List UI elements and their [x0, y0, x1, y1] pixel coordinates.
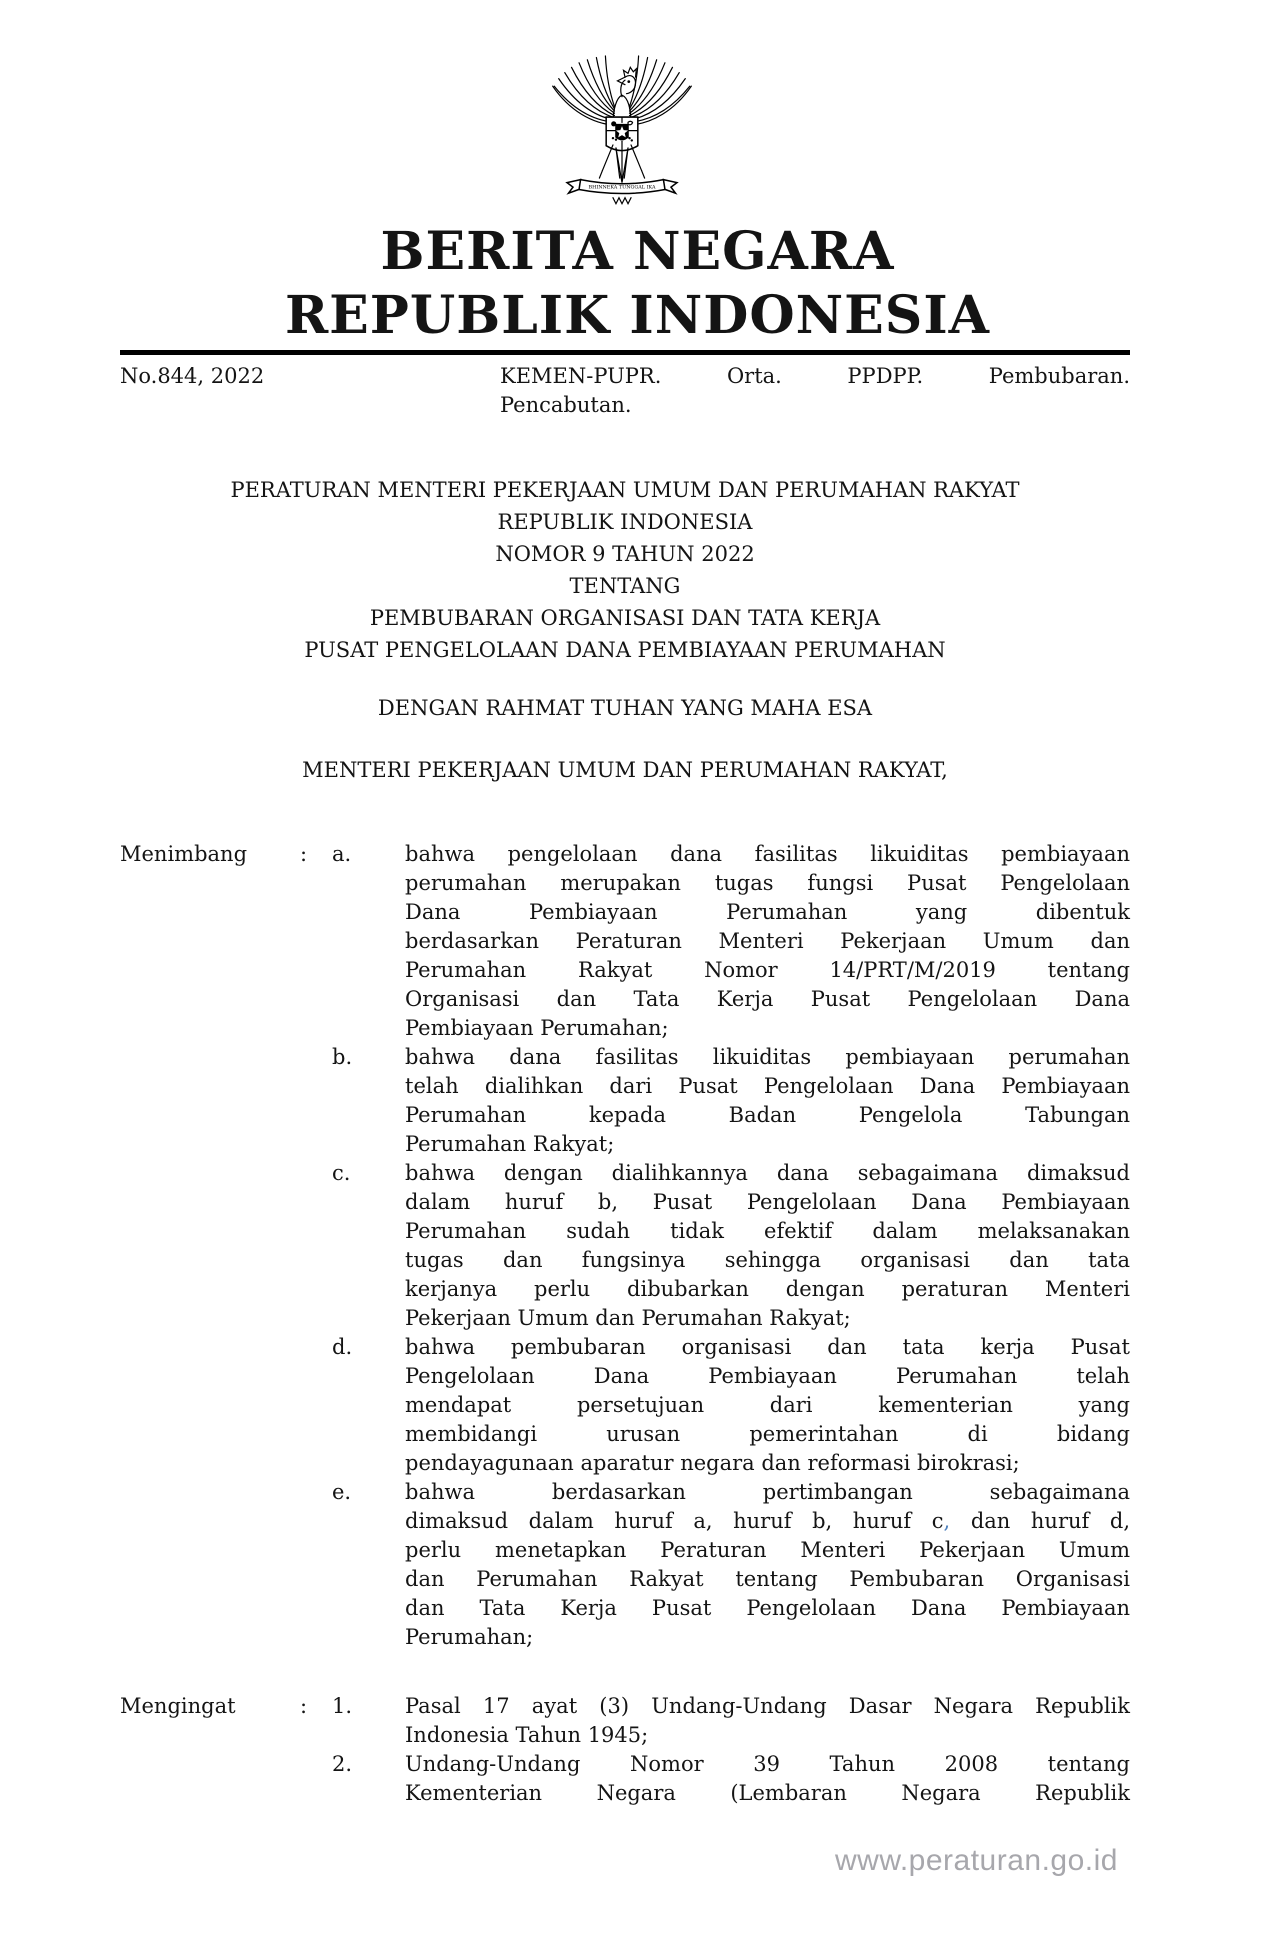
masthead-title-line1: BERITA NEGARA: [380, 221, 895, 282]
considering-separator: :: [300, 842, 308, 866]
item-marker: 1.: [332, 1694, 353, 1718]
garuda-pancasila-emblem: [546, 50, 698, 212]
text-line: Perumahan;: [405, 1625, 534, 1649]
masthead-title-line2: REPUBLIK INDONESIA: [284, 285, 991, 346]
item-text: [405, 1159, 1130, 1333]
text-line: bahwa pembubaran organisasi dan tata kerja Pusat: [405, 1335, 1130, 1359]
text-line: dan Tata Kerja Pusat Pengelolaan Dana Pembiayaan: [405, 1596, 1130, 1620]
regulation-title-line: PEMBUBARAN ORGANISASI DAN TATA KERJA: [369, 606, 881, 630]
text-line: dan Perumahan Rakyat tentang Pembubaran Organisasi: [405, 1567, 1130, 1591]
text-line: telah dialihkan dari Pusat Pengelolaan Dana Pembiayaan: [405, 1074, 1130, 1098]
regulation-title: [120, 474, 1130, 666]
text-line: bahwa dana fasilitas likuiditas pembiayaan perumahan: [405, 1045, 1130, 1069]
text-line: Dana Pembiayaan Perumahan yang dibentuk: [405, 900, 1130, 924]
gazette-subject-line1: KEMEN-PUPR. Orta. PPDPP. Pembubaran.: [500, 364, 1130, 388]
text-line: Perumahan sudah tidak efektif dalam melaksanakan: [405, 1219, 1130, 1243]
regulation-title-line: TENTANG: [569, 574, 681, 598]
text-line: dalam huruf b, Pusat Pengelolaan Dana Pembiayaan: [405, 1190, 1130, 1214]
text-line: Pembiayaan Perumahan;: [405, 1016, 669, 1040]
text-line: Organisasi dan Tata Kerja Pusat Pengelolaan Dana: [405, 987, 1130, 1011]
tail-and-legs: [599, 145, 644, 183]
text-line: Pasal 17 ayat (3) Undang-Undang Dasar Negara Republik: [405, 1694, 1130, 1718]
text-line: bahwa pengelolaan dana fasilitas likuiditas pembiayaan: [405, 842, 1130, 866]
text-line: berdasarkan Peraturan Menteri Pekerjaan Umum dan: [405, 929, 1130, 953]
text-line: Pengelolaan Dana Pembiayaan Perumahan telah: [405, 1364, 1130, 1388]
masthead-divider: [120, 350, 1130, 355]
considering-items: [332, 840, 1130, 1652]
item-marker: c.: [332, 1161, 351, 1185]
pancasila-shield: [606, 117, 638, 151]
regulation-title-line: PUSAT PENGELOLAAN DANA PEMBIAYAAN PERUMAHAN: [304, 638, 946, 662]
item-marker: d.: [332, 1335, 353, 1359]
remembering-separator: :: [300, 1694, 308, 1718]
gazette-subject: [500, 362, 1130, 420]
list-item-b: [332, 1043, 1130, 1159]
remembering-label: Mengingat: [120, 1694, 236, 1718]
official-title: MENTERI PEKERJAAN UMUM DAN PERUMAHAN RAKYAT,: [302, 758, 948, 782]
text-line: Indonesia Tahun 1945;: [405, 1723, 649, 1747]
item-marker: a.: [332, 842, 352, 866]
text-line: Kementerian Negara (Lembaran Negara Republik: [405, 1781, 1130, 1805]
considering-label: Menimbang: [120, 842, 248, 866]
text-line: pendayagunaan aparatur negara dan reformasi birokrasi;: [405, 1451, 1020, 1475]
list-item-e: [332, 1478, 1130, 1652]
gazette-number: No.844, 2022: [120, 364, 265, 388]
list-item-a: [332, 840, 1130, 1043]
text-line: [405, 1507, 1130, 1536]
garuda-emblem-drawing: [546, 50, 698, 212]
motto-text: BHINNEKA TUNGGAL IKA: [588, 184, 656, 191]
text-line: bahwa dengan dialihkannya dana sebagaimana dimaksud: [405, 1161, 1130, 1185]
list-item-2: [332, 1750, 1130, 1808]
text-line: kerjanya perlu dibubarkan dengan peraturan Menteri: [405, 1277, 1130, 1301]
list-item-d: [332, 1333, 1130, 1478]
text-line: Perumahan Rakyat;: [405, 1132, 615, 1156]
left-wing: [553, 56, 616, 125]
list-item-1: [332, 1692, 1130, 1750]
text-segment: dan huruf d,: [950, 1509, 1130, 1533]
text-line: Undang-Undang Nomor 39 Tahun 2008 tentang: [405, 1752, 1130, 1776]
text-line: tugas dan fungsinya sehingga organisasi dan tata: [405, 1248, 1130, 1272]
right-wing: [628, 56, 691, 125]
text-line: Perumahan kepada Badan Pengelola Tabungan: [405, 1103, 1130, 1127]
item-text: [405, 1750, 1130, 1808]
item-marker: b.: [332, 1045, 353, 1069]
item-marker: e.: [332, 1480, 352, 1504]
regulation-title-line: REPUBLIK INDONESIA: [497, 510, 753, 534]
text-line: bahwa berdasarkan pertimbangan sebagaimana: [405, 1480, 1130, 1504]
list-item-c: [332, 1159, 1130, 1333]
item-text: [405, 840, 1130, 1043]
text-line: perlu menetapkan Peraturan Menteri Pekerjaan Umum: [405, 1538, 1130, 1562]
item-text: [405, 1478, 1130, 1652]
text-line: Perumahan Rakyat Nomor 14/PRT/M/2019 tentang: [405, 958, 1130, 982]
text-line: perumahan merupakan tugas fungsi Pusat Pengelolaan: [405, 871, 1130, 895]
item-text: [405, 1692, 1130, 1750]
watermark: www.peraturan.go.id: [835, 1844, 1118, 1877]
gazette-subject-line2: Pencabutan.: [500, 393, 632, 417]
highlighted-text: ,: [943, 1509, 951, 1533]
masthead: [0, 220, 1275, 348]
regulation-title-line: PERATURAN MENTERI PEKERJAAN UMUM DAN PERUMAHAN RAKYAT: [230, 478, 1020, 502]
item-text: [405, 1043, 1130, 1159]
item-text: [405, 1333, 1130, 1478]
regulation-title-line: NOMOR 9 TAHUN 2022: [495, 542, 755, 566]
text-line: Pekerjaan Umum dan Perumahan Rakyat;: [405, 1306, 851, 1330]
motto-banner: [567, 180, 677, 204]
text-segment: dimaksud dalam huruf a, huruf b, huruf c: [405, 1509, 944, 1533]
invocation: DENGAN RAHMAT TUHAN YANG MAHA ESA: [377, 696, 873, 720]
text-line: mendapat persetujuan dari kementerian yang: [405, 1393, 1130, 1417]
text-line: membidangi urusan pemerintahan di bidang: [405, 1422, 1130, 1446]
remembering-items: [332, 1692, 1130, 1808]
item-marker: 2.: [332, 1752, 353, 1776]
